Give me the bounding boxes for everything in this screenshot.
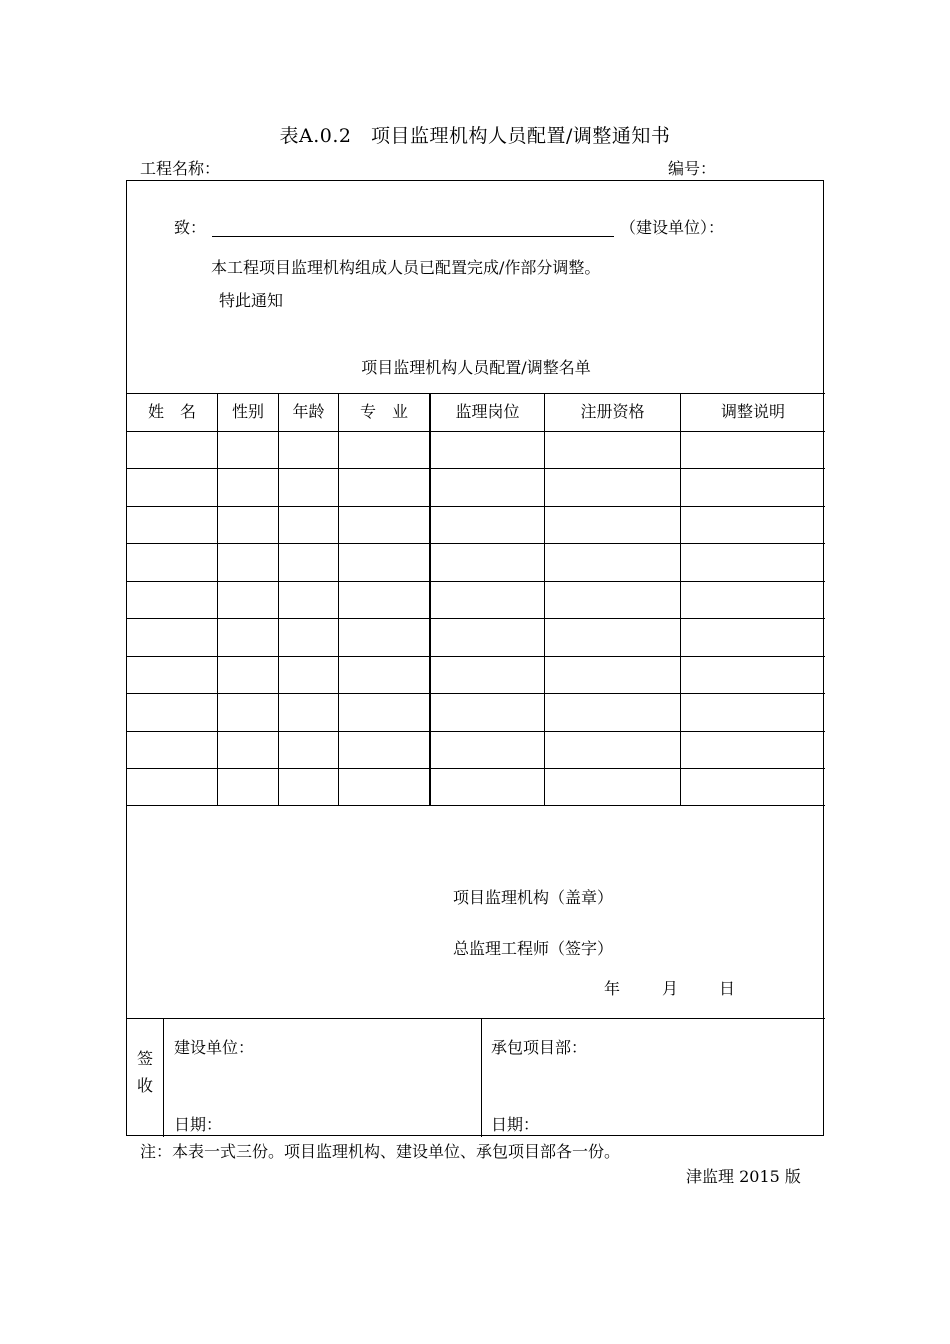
row-divider <box>127 468 825 469</box>
receipt-label-char: 收 <box>137 1076 154 1095</box>
row-divider <box>127 543 825 544</box>
column-divider <box>680 393 681 805</box>
row-divider <box>127 618 825 619</box>
notice-form <box>126 180 824 1136</box>
contractor-label: 承包项目部： <box>491 1038 588 1057</box>
date-month: 月 <box>662 979 679 998</box>
form-title: 表A.0.2 项目监理机构人员配置/调整通知书 <box>279 125 671 147</box>
date-year: 年 <box>604 979 621 998</box>
org-seal-label: 项目监理机构（盖章） <box>453 888 614 907</box>
date-day: 日 <box>719 979 736 998</box>
number-label: 编号： <box>668 159 717 178</box>
row-divider <box>127 656 825 657</box>
receipt-top-border <box>127 1018 825 1019</box>
table-bottom-border <box>127 805 825 806</box>
contractor-date-label: 日期： <box>491 1115 540 1134</box>
notice-closing: 特此通知 <box>219 291 284 310</box>
footnote: 注：本表一式三份。项目监理机构、建设单位、承包项目部各一份。 <box>140 1142 621 1161</box>
receipt-label-divider <box>163 1018 164 1137</box>
header-gender: 性别 <box>231 402 264 421</box>
header-supervision-post: 监理岗位 <box>455 402 520 421</box>
to-suffix: （建设单位）： <box>620 218 725 237</box>
column-divider <box>429 393 431 805</box>
row-divider <box>127 506 825 507</box>
header-adjustment-note: 调整说明 <box>720 402 785 421</box>
column-divider <box>544 393 545 805</box>
recipient-blank-line[interactable] <box>212 236 614 237</box>
notice-body: 本工程项目监理机构组成人员已配置完成/作部分调整。 <box>211 258 601 277</box>
row-divider <box>127 731 825 732</box>
chief-sign-label: 总监理工程师（签字） <box>453 939 614 958</box>
header-bottom-border <box>127 431 825 432</box>
project-name-label: 工程名称： <box>140 159 221 178</box>
receipt-middle-divider <box>481 1018 482 1137</box>
column-divider <box>338 393 339 805</box>
header-age: 年龄 <box>292 402 325 421</box>
column-divider <box>278 393 279 805</box>
list-title: 项目监理机构人员配置/调整名单 <box>361 358 591 377</box>
owner-date-label: 日期： <box>174 1115 223 1134</box>
column-divider <box>217 393 218 805</box>
owner-label: 建设单位： <box>174 1038 255 1057</box>
header-registration: 注册资格 <box>580 402 645 421</box>
row-divider <box>127 581 825 582</box>
receipt-label-char: 签 <box>137 1049 154 1068</box>
header-specialty: 专 业 <box>359 402 408 421</box>
row-divider <box>127 693 825 694</box>
to-label: 致： <box>174 218 207 237</box>
header-name: 姓 名 <box>147 402 196 421</box>
row-divider <box>127 768 825 769</box>
edition-label: 津监理 2015 版 <box>686 1167 801 1186</box>
